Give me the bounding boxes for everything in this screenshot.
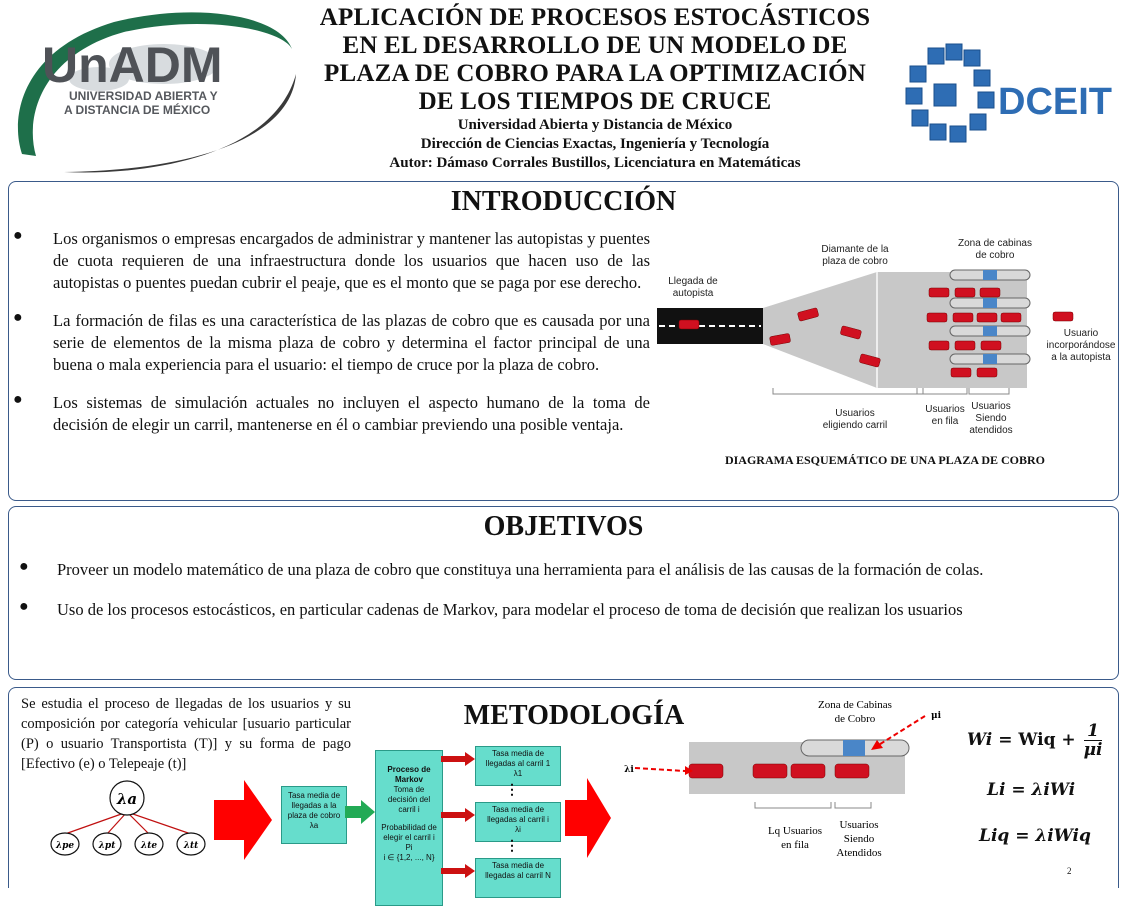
served-label-2: Siendo: [843, 833, 875, 845]
list-item: [13, 309, 650, 376]
box-text: Proceso de: [387, 765, 431, 774]
bullet-dot: ●: [13, 309, 23, 326]
label-diamond-1: Diamante de la: [821, 244, 889, 255]
served-label-3: Atendidos: [836, 847, 882, 859]
intro-section: [8, 181, 1119, 501]
red-arrow-1: [214, 780, 274, 860]
lane-arrows: [441, 752, 475, 892]
box-text: decisión del: [387, 795, 431, 804]
bullet-text: Proveer un modelo matemático de una plaza de cobro que constituya una herramienta para el análisis de las causas de la formación de colas.: [57, 560, 984, 579]
dceit-logo: [898, 40, 1120, 150]
lane-model: [615, 694, 945, 884]
poster-header: [300, 4, 890, 173]
bullet-dot: ●: [19, 558, 29, 575]
lq-label-2: en fila: [781, 839, 809, 851]
label-arrival-1: Llegada de: [668, 276, 718, 287]
box-text: Probabilidad de: [381, 823, 437, 832]
title-line-2: EN EL DESARROLLO DE UN MODELO DE: [342, 32, 848, 59]
box-text: llegadas a la: [291, 801, 337, 810]
box-text: plaza de cobro: [287, 811, 341, 820]
mu-label: μi: [930, 711, 941, 721]
label-choosing-1: Usuarios: [835, 408, 875, 419]
label-served-1: Usuarios: [971, 401, 1011, 412]
box-text: Pi: [405, 843, 413, 852]
metodologia-text: Se estudia el proceso de llegadas de los usuarios y su composición por categoría vehicular [usuario particular (P) o usuario Transportista (T)] y su forma de pago [Efectivo (e) o Telepeaje (t)]: [21, 696, 351, 772]
lambda-label: λi: [624, 765, 634, 775]
lane-i-box: [475, 802, 561, 842]
toll-plaza-diagram: [655, 238, 1115, 448]
dceit-text: DCEIT: [998, 81, 1112, 123]
tree-leaf-pe: λpe: [55, 841, 75, 851]
logo-line-2: A DISTANCIA DE MÉXICO: [64, 103, 211, 117]
bullet-text: Los organismos o empresas encargados de administrar y mantener las autopistas y puentes de cuota requieren de una infraestructura donde los usuarios que hacen uso de las autopistas o puentes puedan cubrir el peaje, que es el monto que se paga por ese derecho.: [53, 229, 650, 292]
label-served-2: Siendo: [975, 413, 1007, 424]
box-text: λi: [515, 825, 521, 834]
bullet-text: Los sistemas de simulación actuales no incluyen el aspecto humano de la toma de decisión de elegir un carril, mantenerse en él o cambiar previendo una posible ventaja.: [53, 393, 650, 434]
label-booths-1: Zona de cabinas: [958, 238, 1032, 249]
lq-label-1: Lq Usuarios: [767, 825, 823, 837]
objetivos-title: OBJETIVOS: [483, 511, 644, 542]
label-queue-2: en fila: [931, 416, 959, 427]
label-booths-2: de cobro: [975, 250, 1015, 261]
lane-n-box: [475, 858, 561, 898]
zone-label-1: Zona de Cabinas: [818, 699, 892, 711]
author: Autor: Dámaso Corrales Bustillos, Licenciatura en Matemáticas: [389, 155, 801, 171]
intro-title: INTRODUCCIÓN: [450, 186, 677, 217]
box-text: elegir el carril i: [383, 833, 435, 842]
box-text: Tasa media de: [287, 791, 341, 800]
served-label-1: Usuarios: [839, 819, 879, 831]
box-text: Tasa media de: [491, 805, 545, 814]
fraction-den: μi: [1083, 740, 1103, 760]
formula-li: Li = λiWi: [987, 780, 1076, 800]
list-item: [19, 558, 1109, 581]
box-text: Tasa media de: [491, 749, 545, 758]
formula-part: Wi: [967, 730, 993, 750]
arrival-tree: [19, 776, 219, 876]
list-item: [13, 391, 650, 436]
box-text: llegadas al carril 1: [485, 759, 551, 768]
bullet-dot: ●: [19, 598, 29, 615]
label-exit-1: Usuario: [1063, 328, 1099, 339]
list-item: [19, 598, 1109, 621]
label-exit-3: a la autopista: [1051, 352, 1111, 363]
unadm-logo: [4, 4, 296, 174]
box-text: λa: [309, 821, 319, 830]
tree-leaf-tt: λtt: [183, 841, 199, 851]
title-line-3: PLAZA DE COBRO PARA LA OPTIMIZACIÓN: [323, 60, 866, 87]
formula-wi: [967, 722, 1102, 759]
bullet-text: Uso de los procesos estocásticos, en particular cadenas de Markov, para modelar el proceso de toma de decisión que realizan los usuarios: [57, 600, 963, 619]
box-text: llegadas al carril N: [485, 871, 551, 880]
box-text: Markov: [394, 775, 423, 784]
box-text: Tasa media de: [491, 861, 545, 870]
diagram-caption: DIAGRAMA ESQUEMÁTICO DE UNA PLAZA DE COBRO: [724, 453, 1046, 467]
label-queue-1: Usuarios: [925, 404, 965, 415]
lane-1-box: [475, 746, 561, 786]
box-text: carril i: [398, 805, 420, 814]
green-arrow: [345, 800, 375, 824]
bullet-dot: ●: [13, 227, 23, 244]
vdots-1: ⋮: [505, 783, 519, 798]
institution: Universidad Abierta y Distancia de México: [457, 117, 733, 133]
division: Dirección de Ciencias Exactas, Ingeniería y Tecnología: [420, 136, 770, 152]
tree-leaf-te: λte: [140, 841, 158, 851]
box-text: i ∈ {1,2, ..., N}: [383, 853, 435, 862]
label-diamond-2: plaza de cobro: [822, 256, 888, 267]
box-text: λ1: [513, 769, 523, 778]
zone-label-2: de Cobro: [834, 713, 876, 725]
tree-root: λa: [116, 790, 138, 808]
formula-part: = Wiq +: [998, 730, 1076, 750]
bullet-dot: ●: [13, 391, 23, 408]
fraction-num: 1: [1084, 722, 1103, 741]
markov-box: [375, 750, 443, 906]
objetivos-bullets: [19, 558, 1109, 621]
bullet-text: La formación de filas es una característica de las plazas de cobro que es causada por una serie de elementos de la misma plaza de cobro y determina el factor principal de una buena o mala experiencia para el usuario: el tiempo de cruce por la plaza de cobro.: [53, 311, 650, 374]
intro-bullets: [13, 227, 650, 436]
red-arrow-2: [565, 778, 613, 858]
metodologia-section: [8, 687, 1119, 888]
label-exit-2: incorporándose: [1046, 340, 1115, 351]
formula-liq: Liq = λiWiq: [979, 826, 1091, 846]
label-choosing-2: eligiendo carril: [822, 420, 888, 431]
title-line-1: APLICACIÓN DE PROCESOS ESTOCÁSTICOS: [319, 4, 871, 31]
metodologia-title: METODOLOGÍA: [463, 700, 685, 731]
title-line-4: DE LOS TIEMPOS DE CRUCE: [418, 88, 772, 115]
arrival-rate-box: [281, 786, 347, 844]
vdots-2: ⋮: [505, 839, 519, 854]
formula-fraction: [1084, 722, 1103, 759]
logo-main-text: UnADM: [42, 37, 223, 93]
list-item: [13, 227, 650, 294]
label-served-3: atendidos: [969, 425, 1013, 436]
label-arrival-2: autopista: [672, 288, 714, 299]
box-text: Toma de: [393, 785, 425, 794]
corner-number: 2: [1067, 866, 1072, 876]
box-text: llegadas al carril i: [487, 815, 549, 824]
tree-leaf-pt: λpt: [98, 841, 116, 851]
objetivos-section: [8, 506, 1119, 680]
logo-line-1: UNIVERSIDAD ABIERTA Y: [69, 89, 218, 103]
